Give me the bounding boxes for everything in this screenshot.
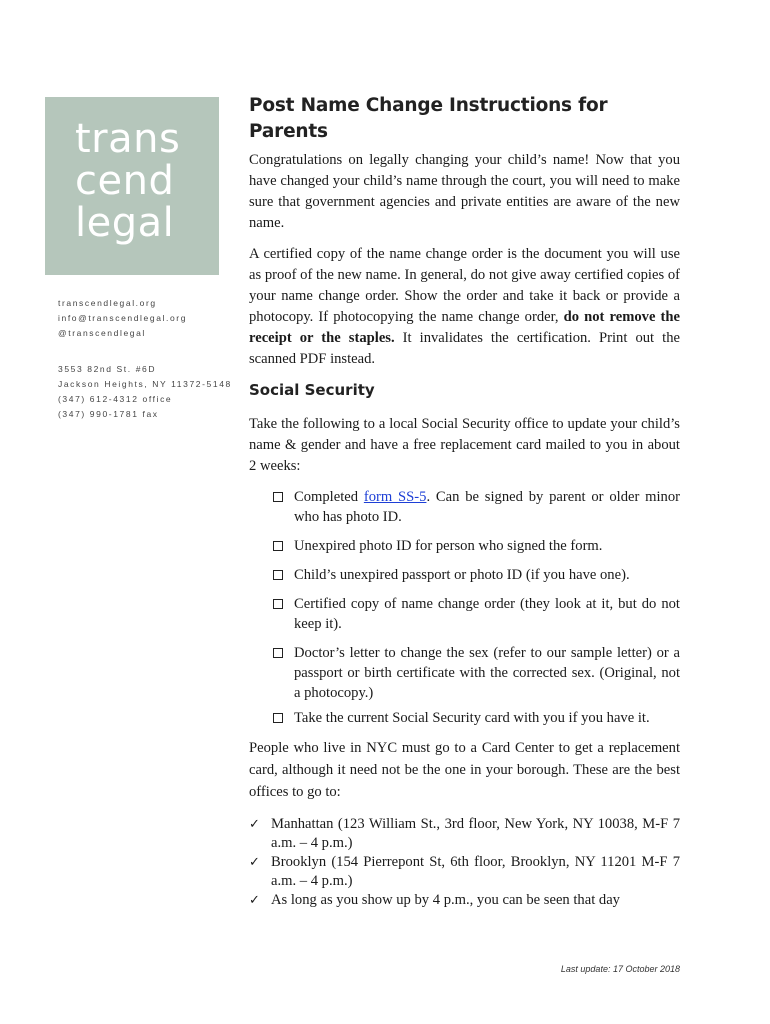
checkbox-icon xyxy=(273,541,283,551)
contact-phone-office: (347) 612-4312 office xyxy=(58,394,173,404)
checklist-item-text: Child’s unexpired passport or photo ID (if you have one). xyxy=(294,567,630,583)
checkbox-icon xyxy=(273,492,283,502)
office-item-text: Manhattan (123 William St., 3rd floor, New York, NY 10038, M-F 7 a.m. – 4 p.m.) xyxy=(271,816,680,851)
contact-email[interactable]: info@transcendlegal.org xyxy=(58,313,188,323)
certified-copy-paragraph xyxy=(249,244,680,370)
office-item-brooklyn xyxy=(249,853,680,891)
checklist-item-text: Completed xyxy=(294,489,364,505)
social-security-intro: Take the following to a local Social Security office to update your child’s name & gender and have a free replacement card mailed to you in about 2 weeks: xyxy=(249,416,680,474)
checklist xyxy=(249,487,680,728)
contact-phone-fax: (347) 990-1781 fax xyxy=(58,409,159,419)
checklist-item-text-end: . Can be signed by parent or older minor who has photo ID. xyxy=(294,489,681,525)
office-item-text: Brooklyn (154 Pierrepont St, 6th floor, Brooklyn, NY 11201 M-F 7 a.m. – 4 p.m.) xyxy=(271,854,680,889)
checkbox-icon xyxy=(273,713,283,723)
logo-line-legal: legal xyxy=(75,200,175,246)
certified-copy-warning: do not remove the receipt or the staples. xyxy=(249,309,680,346)
intro-paragraph: Congratulations on legally changing your child’s name! Now that you have changed your child’s name through the court, you will need to make sure that government agencies and private entities are aware of the new name. xyxy=(249,152,680,231)
page-title: Post Name Change Instructions for Parents xyxy=(249,95,608,142)
checklist-item xyxy=(249,594,680,634)
checkbox-icon xyxy=(273,570,283,580)
last-update-footer: Last update: 17 October 2018 xyxy=(560,964,680,974)
checkmark-icon: ✓ xyxy=(249,817,260,832)
checklist-item xyxy=(249,643,680,703)
logo xyxy=(45,97,219,275)
form-ss5-link[interactable]: form SS-5 xyxy=(363,489,427,505)
office-list xyxy=(249,815,680,910)
document-body xyxy=(249,93,680,910)
contact-website[interactable]: transcendlegal.org xyxy=(58,298,157,308)
nyc-card-center-paragraph: People who live in NYC must go to a Card Center to get a replacement card, although it need not be the one in your borough. These are the best offices to go to: xyxy=(249,740,680,800)
checkbox-icon xyxy=(273,648,283,658)
logo-line-trans: trans xyxy=(75,116,181,162)
checklist-item xyxy=(249,536,680,556)
checklist-item-text: Certified copy of name change order (they look at it, but do not keep it). xyxy=(294,596,680,632)
office-item-note xyxy=(249,891,680,910)
checkbox-icon xyxy=(273,599,283,609)
contact-handle[interactable]: @transcendlegal xyxy=(58,328,146,338)
checklist-item-text: Doctor’s letter to change the sex (refer to our sample letter) or a passport or birth certificate with the corrected sex. (Original, not a photocopy.) xyxy=(294,645,680,701)
office-item-manhattan xyxy=(249,815,680,853)
section-heading-social-security: Social Security xyxy=(249,381,375,399)
office-item-text: As long as you show up by 4 p.m., you can be seen that day xyxy=(271,892,620,908)
checkmark-icon: ✓ xyxy=(249,893,260,908)
checklist-item-text: Unexpired photo ID for person who signed the form. xyxy=(294,538,603,554)
checkmark-icon: ✓ xyxy=(249,855,260,870)
checklist-item xyxy=(249,565,680,585)
contact-address-city: Jackson Heights, NY 11372-5148 xyxy=(58,379,232,389)
logo-line-cend: cend xyxy=(75,158,175,204)
checklist-item xyxy=(249,487,680,527)
checklist-item-text: Take the current Social Security card with you if you have it. xyxy=(294,710,650,726)
certified-copy-text: A certified copy of the name change order is the document you will use as proof of the new name. In general, do not give away certified copies of your name change order. Show the order and take it back or provide a photocopy. If photocopying the name change order, xyxy=(249,246,680,325)
certified-copy-text-end: It invalidates the certification. Print out the scanned PDF instead. xyxy=(249,330,680,367)
checklist-item xyxy=(249,708,680,728)
contact-address-street: 3553 82nd St. #6D xyxy=(58,364,157,374)
